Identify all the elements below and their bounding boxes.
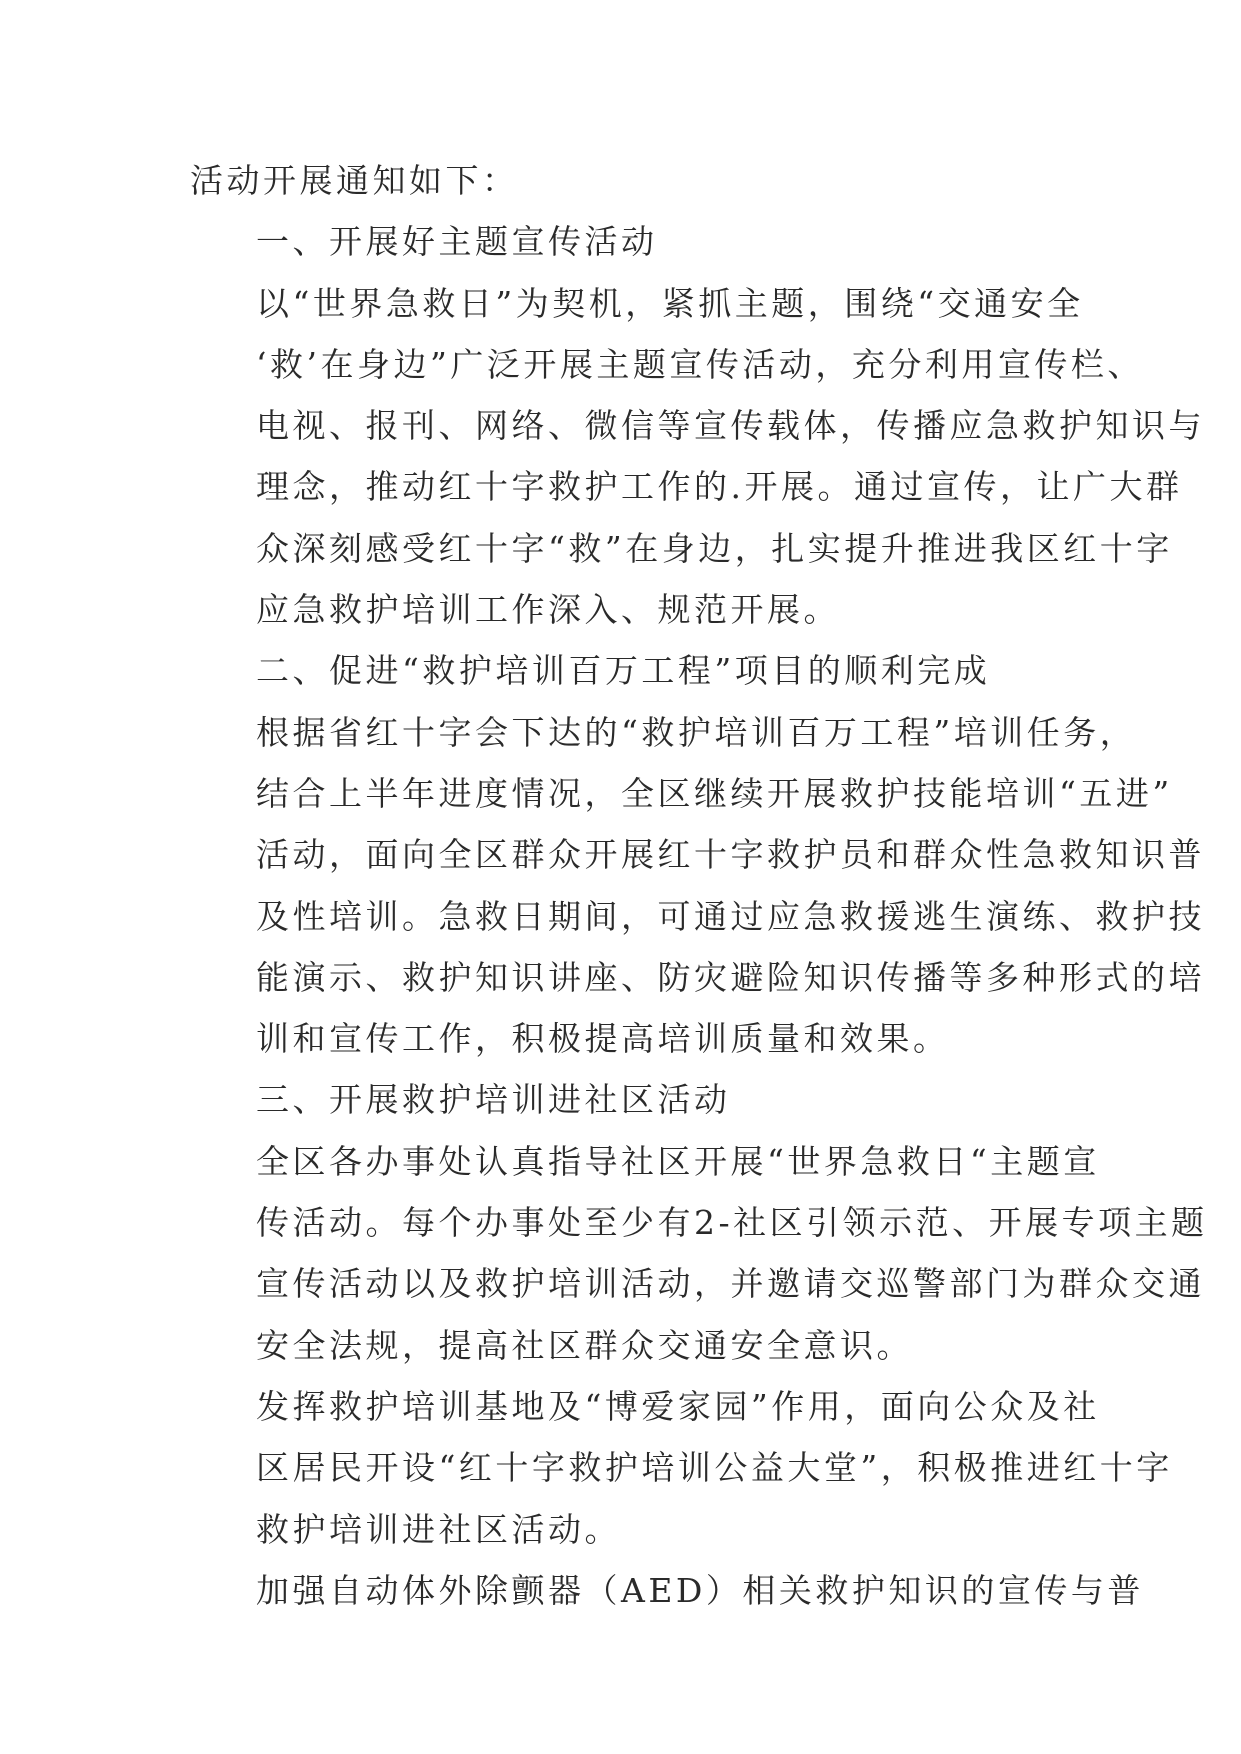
text-line: 发挥救护培训基地及“博爱家园”作用，面向公众及社 (256, 1386, 1100, 1426)
paragraph (190, 1069, 1070, 1130)
text-line: 以“世界急救日”为契机，紧抓主题，围绕“交通安全 (256, 283, 1084, 323)
text-line: 活动开展通知如下： (190, 161, 519, 200)
text-line: 结合上半年进度情况，全区继续开展救护技能培训“五进” (256, 773, 1173, 813)
text-line: 活动，面向全区群众开展红十字救护员和群众性急救知识普 (256, 835, 1205, 875)
text-line: 区居民开设“红十字救护培训公益大堂”，积极推进红十字 (256, 1448, 1173, 1488)
text-line: 三、开展救护培训进社区活动 (256, 1080, 731, 1120)
text-line: 及性培训。急救日期间，可通过应急救援逃生演练、救护技 (256, 896, 1205, 936)
text-line: 众深刻感受红十字“救”在身边，扎实提升推进我区红十字 (256, 528, 1173, 568)
text-line: 一、开展好主题宣传活动 (256, 222, 658, 262)
paragraph (190, 273, 1205, 641)
text-line: 全区各办事处认真指导社区开展“世界急救日“主题宣 (256, 1141, 1100, 1181)
paragraph (190, 150, 1070, 211)
text-line: 宣传活动以及救护培训活动，并邀请交巡警部门为群众交通 (256, 1264, 1205, 1304)
paragraph (190, 211, 1070, 272)
text-line: ‘救’在身边”广泛开展主题宣传活动，充分利用宣传栏、 (256, 344, 1144, 384)
text-line: 传活动。每个办事处至少有2-社区引领示范、开展专项主题 (256, 1203, 1208, 1243)
text-line: 救护培训进社区活动。 (256, 1509, 621, 1549)
paragraph (190, 1560, 1144, 1621)
text-line: 安全法规，提高社区群众交通安全意识。 (256, 1325, 913, 1365)
text-line: 根据省红十字会下达的“救护培训百万工程”培训任务， (256, 712, 1137, 752)
text-line: 训和宣传工作，积极提高培训质量和效果。 (256, 1019, 950, 1059)
text-line: 能演示、救护知识讲座、防灾避险知识传播等多种形式的培 (256, 957, 1205, 997)
text-line: 应急救护培训工作深入、规范开展。 (256, 590, 840, 630)
text-line: 二、促进“救护培训百万工程”项目的顺利完成 (256, 651, 991, 691)
text-line: 理念，推动红十字救护工作的.开展。通过宣传，让广大群 (256, 467, 1183, 507)
text-line: 电视、报刊、网络、微信等宣传载体，传播应急救护知识与 (256, 406, 1205, 446)
paragraph (190, 702, 1205, 1070)
paragraph (190, 1131, 1208, 1376)
paragraph (190, 640, 1070, 701)
document-body (190, 150, 1208, 1621)
text-line: 加强自动体外除颤器（AED）相关救护知识的宣传与普 (256, 1570, 1144, 1610)
paragraph (190, 1376, 1173, 1560)
